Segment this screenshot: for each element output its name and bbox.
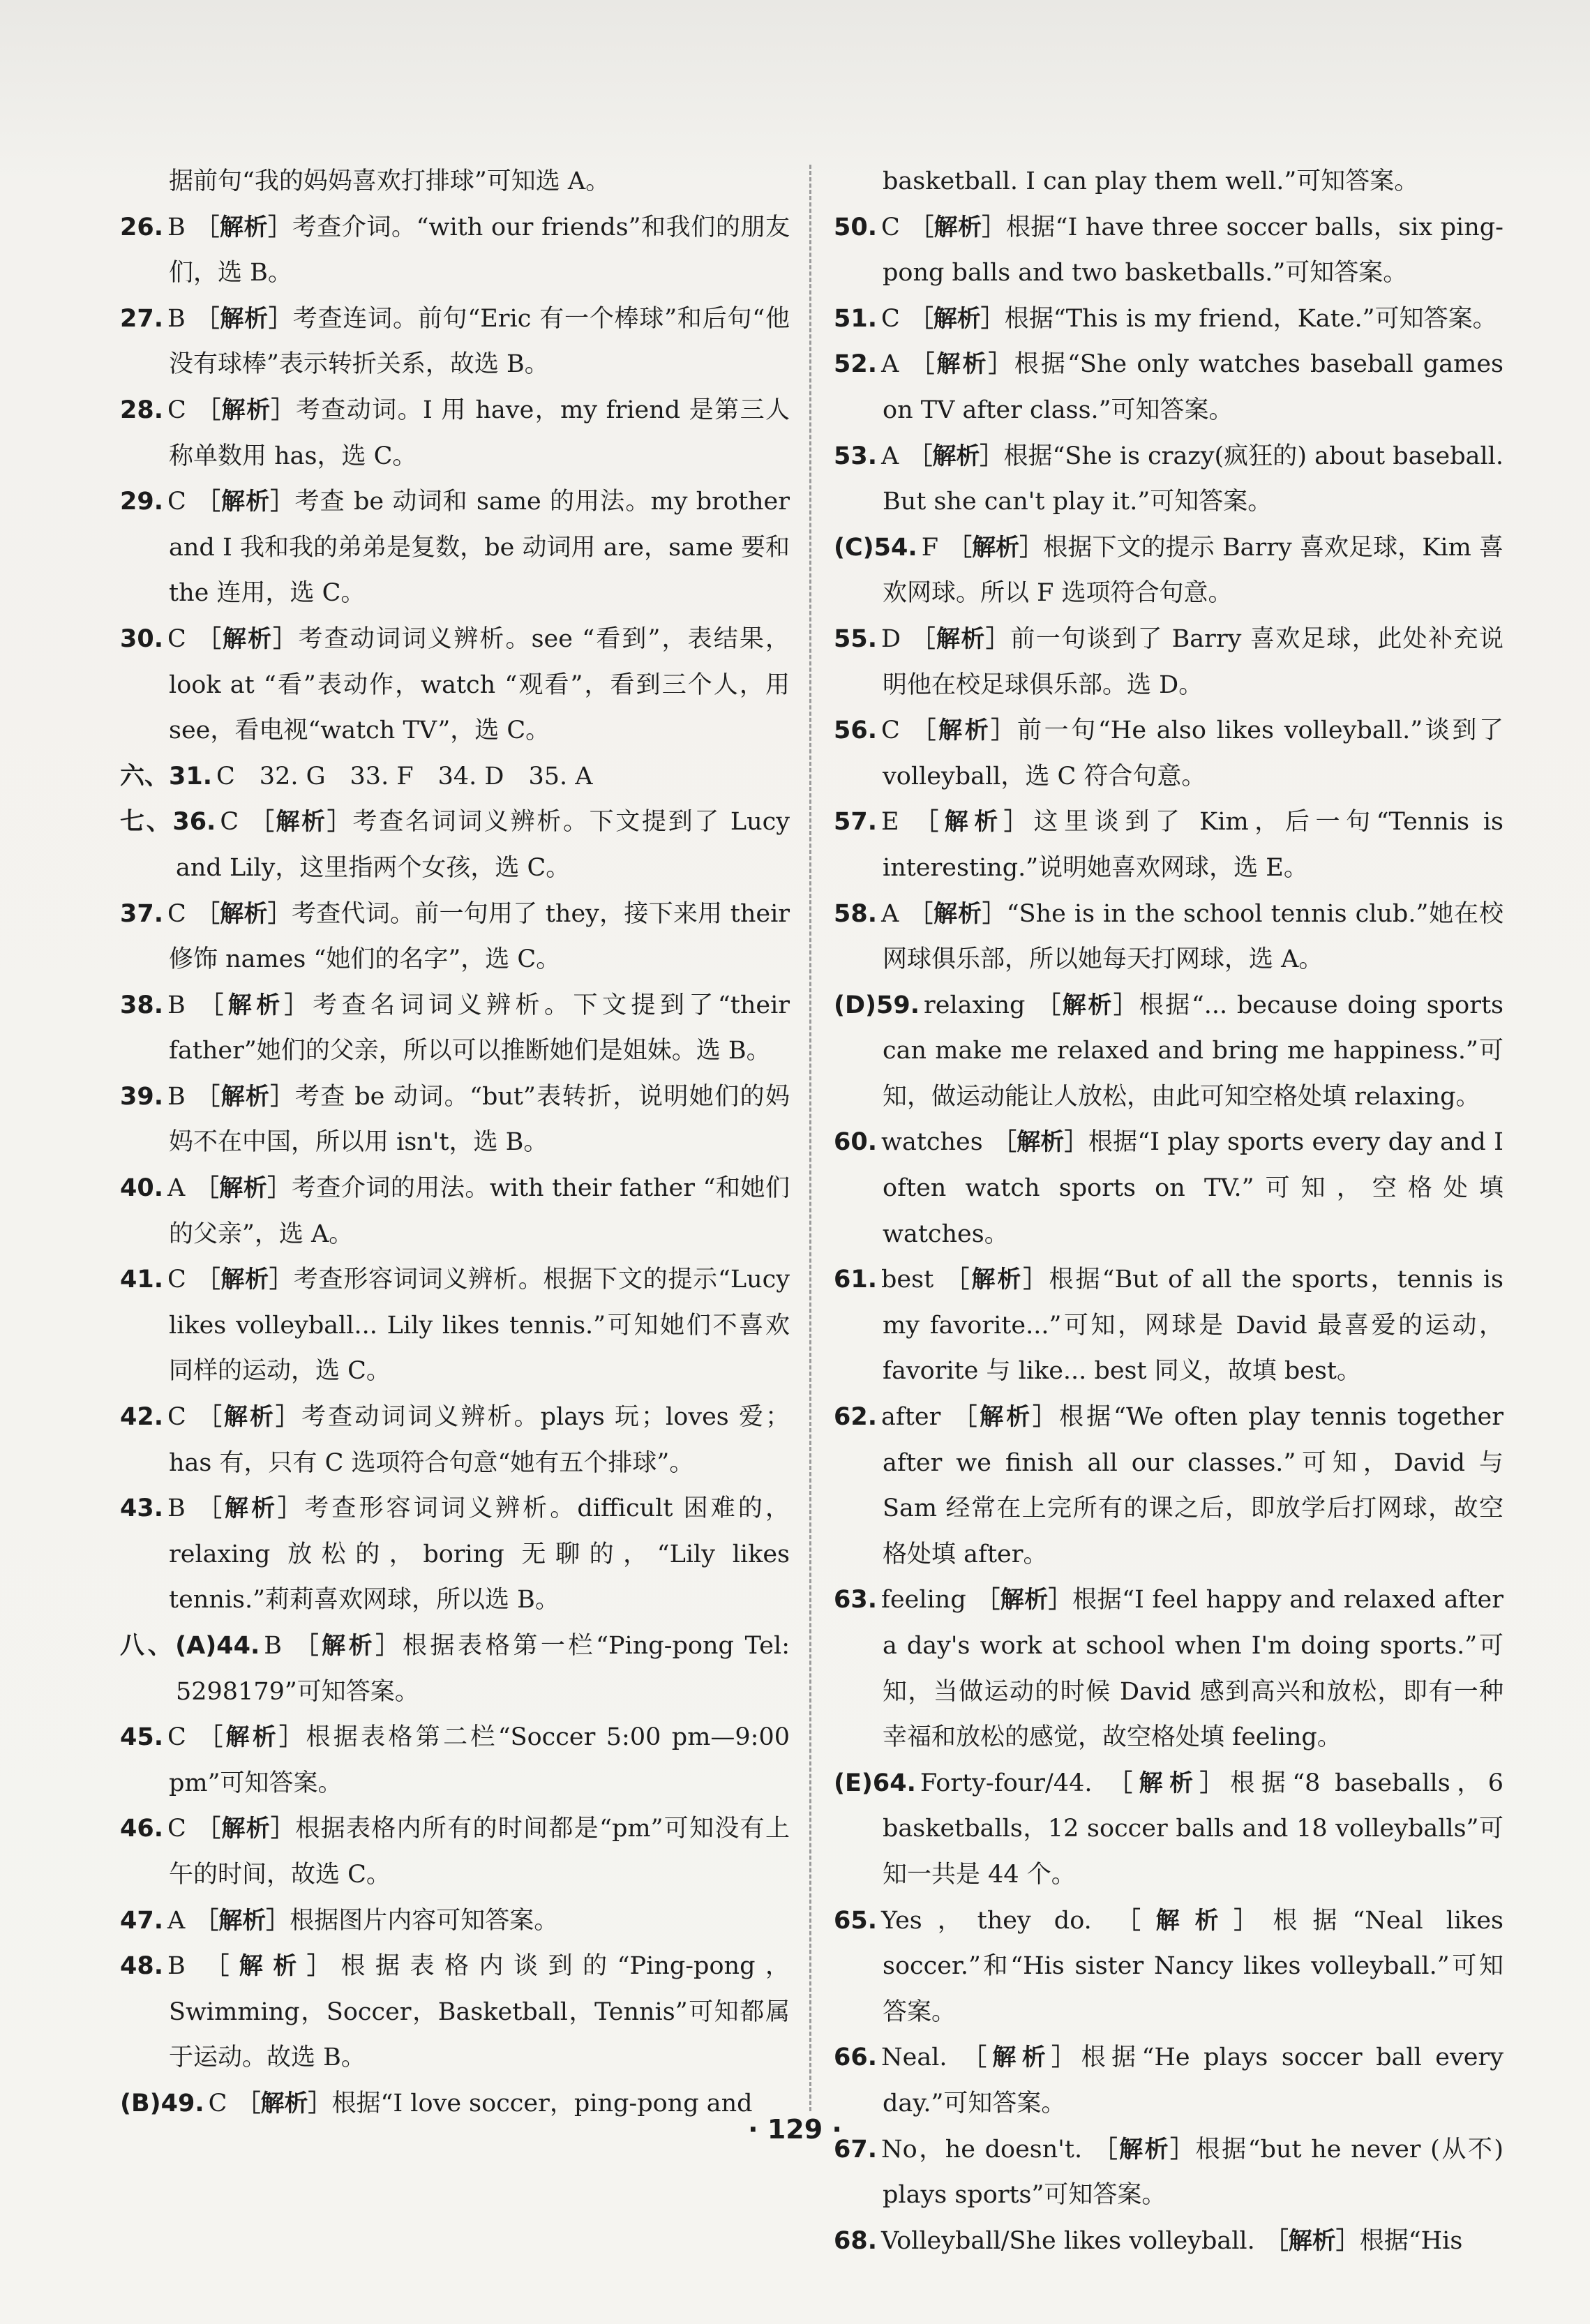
answer-value: C (167, 1723, 186, 1752)
explanation-text: basketball. I can play them well.”可知答案。 (883, 167, 1419, 195)
question-number: 46. (120, 1815, 164, 1843)
analysis-tag: ［解析］ (908, 899, 1007, 928)
page-number: · 129 · (748, 2114, 842, 2145)
answer-item (834, 1395, 1503, 1577)
answer-item (120, 754, 790, 800)
answer-value: E (881, 808, 899, 837)
analysis-tag: ［解析］ (195, 991, 313, 1019)
explanation-text: 据前句“我的妈妈喜欢打排球”可知选 A。 (169, 167, 610, 195)
analysis-tag: ［解析］ (195, 1494, 305, 1523)
explanation-text: 根据表格第二栏“Soccer 5:00 pm—9:00 pm”可知答案。 (169, 1723, 790, 1797)
analysis-tag: ［解析］ (1102, 1769, 1231, 1797)
explanation-text: 前一句谈到了 Barry 喜欢足球，此处补充说明他在校足球俱乐部。选 D。 (883, 624, 1504, 699)
question-number: 七、36. (120, 808, 216, 837)
explanation-text: 根据表格内谈到的“Ping-pong，Swimming，Soccer，Basketball，Tennis”可知都属于运动。故选 B。 (169, 1952, 790, 2072)
explanation-text: 根据“I play sports every day and I often watch sports on TV.”可知，空格处填 watches。 (883, 1128, 1504, 1248)
answer-item (120, 1486, 790, 1624)
answer-item (834, 205, 1503, 297)
answer-item (834, 1120, 1503, 1257)
answer-item (834, 800, 1503, 891)
answer-value: feeling (881, 1586, 966, 1614)
answer-item (120, 983, 790, 1074)
analysis-tag: ［解析］ (1101, 1906, 1273, 1935)
answer-value: B (167, 304, 186, 333)
answer-value: C (167, 1815, 186, 1843)
question-number: 65. (834, 1906, 878, 1935)
answer-item (834, 297, 1503, 343)
analysis-tag: ［解析］ (195, 1174, 292, 1203)
question-number: 45. (120, 1723, 164, 1752)
explanation-text: 根据下文的提示 Barry 喜欢足球，Kim 喜欢网球。所以 F 选项符合句意。 (883, 533, 1504, 608)
answer-item (120, 297, 790, 388)
analysis-tag: ［解析］ (195, 304, 293, 333)
answer-value: B (264, 1632, 282, 1660)
question-number: 37. (120, 899, 164, 928)
explanation-text: 根据“We often play tennis together after we finish all our classes.”可知，David 与 Sam 经常在上完所有的课之后，即放学后打网球，故空格处填 after。 (883, 1403, 1504, 1568)
question-number: 27. (120, 304, 164, 333)
explanation-text: 根据“But of all the sports，tennis is my favorite...”可知，网球是 David 最喜爱的运动，favorite 与 like... best 同义，故填 best。 (883, 1266, 1503, 1386)
explanation-text: 根据表格第一栏“Ping-pong Tel: 5298179”可知答案。 (176, 1632, 790, 1706)
answer-item (120, 1624, 790, 1715)
question-number: 六、31. (120, 762, 213, 790)
answer-item (120, 1715, 790, 1806)
question-number: 26. (120, 213, 164, 241)
answer-value: B (167, 1082, 186, 1111)
analysis-tag: ［解析］ (957, 2044, 1081, 2072)
explanation-text: 考查形容词词义辨析。difficult 困难的，relaxing 放松的，boring 无聊的，“Lily likes tennis.”莉莉喜欢网球，所以选 B。 (169, 1494, 790, 1614)
question-number: (B)49. (120, 2089, 204, 2117)
answer-item (120, 617, 790, 754)
answer-item (834, 525, 1503, 617)
answer-value: best (881, 1266, 934, 1294)
analysis-tag: ［解析］ (909, 213, 1006, 241)
answer-item (120, 159, 790, 205)
answer-item (120, 1898, 790, 1944)
explanation-text: 考查名词词义辨析。下文提到了“their father”她们的父亲，所以可以推断她们是姐妹。选 B。 (169, 991, 790, 1065)
analysis-tag: ［解析］ (195, 396, 296, 424)
analysis-tag: ［解析］ (910, 624, 1011, 653)
explanation-text: 考查名词词义辨析。下文提到了 Lucy and Lily，这里指两个女孩，选 C。 (176, 808, 790, 882)
analysis-tag: ［解析］ (909, 717, 1017, 745)
explanation-text: 根据“I feel happy and relaxed after a day's work at school when I'm doing sports.”可知，当做运动的时候 David 感到高兴和放松，即有一种幸福和放松的感觉，故空格处填 feeling。 (883, 1586, 1503, 1752)
question-number: 66. (834, 2044, 878, 2072)
explanation-text: 根据“He plays soccer ball every day.”可知答案。 (883, 2044, 1504, 2117)
answer-item (834, 159, 1503, 205)
explanation-text: 考查代词。前一句用了 they，接下来用 their 修饰 names “她们的名字”，选 C。 (169, 899, 790, 974)
answer-value: C (881, 717, 900, 745)
analysis-tag: ［解析］ (195, 899, 292, 928)
analysis-tag: ［解析］ (947, 533, 1044, 562)
question-number: 42. (120, 1403, 164, 1432)
analysis-tag: ［解析］ (195, 1723, 306, 1752)
answer-item (834, 434, 1503, 525)
question-number: 68. (834, 2226, 878, 2255)
analysis-tag: ［解析］ (195, 488, 295, 516)
question-number: (E)64. (834, 1769, 916, 1797)
answer-item (120, 479, 790, 617)
answer-value: C (167, 396, 186, 424)
answer-value: C (881, 304, 900, 333)
explanation-text: 根据“8 baseballs，6 basketballs，12 soccer balls and 18 volleyballs”可知一共是 44 个。 (883, 1769, 1503, 1889)
explanation-text: 根据表格内所有的时间都是“pm”可知没有上午的时间，故选 C。 (169, 1815, 790, 1889)
answer-item (834, 983, 1503, 1120)
left-column (120, 159, 790, 2127)
question-number: 43. (120, 1494, 164, 1523)
answer-value: F (921, 533, 938, 562)
analysis-tag: ［解析］ (195, 624, 299, 653)
question-number: 62. (834, 1403, 878, 1432)
explanation-text: 考查 be 动词。“but”表转折，说明她们的妈妈不在中国，所以用 isn't，选 B。 (169, 1082, 790, 1157)
analysis-tag: ［解析］ (195, 1906, 290, 1935)
answer-value: Neal. (881, 2044, 947, 2072)
answer-item (834, 617, 1503, 708)
question-number: 61. (834, 1266, 878, 1294)
question-number: 41. (120, 1266, 164, 1294)
answer-value: C (167, 1266, 186, 1294)
question-number: 47. (120, 1906, 164, 1935)
answer-item (120, 1257, 790, 1395)
question-number: (D)59. (834, 991, 920, 1019)
analysis-tag: ［解析］ (248, 808, 353, 837)
answer-item (834, 1898, 1503, 2036)
answer-value: A (881, 899, 899, 928)
analysis-tag: ［解析］ (195, 1815, 296, 1843)
answer-value: A (167, 1906, 186, 1935)
answer-value: Forty-four/44. (920, 1769, 1093, 1797)
question-number: 48. (120, 1952, 164, 1981)
explanation-text: 考查形容词词义辨析。根据下文的提示“Lucy likes volleyball... Lily likes tennis.”可知她们不喜欢同样的运动，选 C。 (169, 1266, 790, 1386)
answer-value: A (167, 1174, 186, 1203)
question-number: 52. (834, 350, 878, 379)
analysis-tag: ［解析］ (943, 1266, 1049, 1294)
explanation-text: 考查动词词义辨析。plays 玩；loves 爱；has 有，只有 C 选项符合句意“她有五个排球”。 (169, 1403, 790, 1477)
explanation-text: 根据“Neal likes soccer.”和“His sister Nancy likes volleyball.”可知答案。 (883, 1906, 1503, 2026)
answer-value: watches (881, 1128, 983, 1157)
answer-value: after (881, 1403, 941, 1432)
answer-item (834, 1257, 1503, 1395)
question-number: 40. (120, 1174, 164, 1203)
answer-item (834, 342, 1503, 433)
question-number: 30. (120, 624, 164, 653)
question-number: 53. (834, 442, 878, 470)
answer-item (120, 1395, 790, 1486)
answer-value: relaxing (924, 991, 1026, 1019)
analysis-tag: ［解析］ (292, 1632, 403, 1660)
answer-value: A (881, 442, 899, 470)
analysis-tag: ［解析］ (1035, 991, 1139, 1019)
explanation-text: 前一句“He also likes volleyball.”谈到了 volleyball，选 C 符合句意。 (883, 717, 1504, 790)
question-number: 八、(A)44. (120, 1632, 260, 1660)
analysis-tag: ［解析］ (195, 1266, 294, 1294)
answer-item (834, 892, 1503, 983)
explanation-text: “She is in the school tennis club.”她在校网球俱乐部，所以她每天打网球，选 A。 (883, 899, 1504, 974)
explanation-text: 根据图片内容可知答案。 (290, 1906, 559, 1935)
answer-value: C (167, 899, 186, 928)
answer-value: C (220, 808, 239, 837)
explanation-text: 根据“She only watches baseball games on TV after class.”可知答案。 (883, 350, 1504, 424)
answer-value: C (208, 2089, 227, 2117)
answer-item (120, 892, 790, 983)
answer-item (834, 2219, 1503, 2265)
answer-value: D (881, 624, 901, 653)
answer-value: B (167, 1494, 186, 1523)
question-number: 55. (834, 624, 878, 653)
explanation-text: 根据“She is crazy(疯狂的) about baseball. But she can't play it.”可知答案。 (883, 442, 1503, 516)
answer-item (120, 1806, 790, 1898)
analysis-tag: ［解析］ (950, 1403, 1060, 1432)
analysis-tag: ［解析］ (195, 213, 292, 241)
analysis-tag: ［解析］ (237, 2089, 332, 2117)
answer-value: C (167, 488, 186, 516)
answer-value: A (881, 350, 899, 379)
analysis-tag: ［解析］ (908, 350, 1014, 379)
question-number: 58. (834, 899, 878, 928)
explanation-text: 根据“His (1359, 2226, 1463, 2255)
answer-item (834, 1761, 1503, 1898)
answer-item (120, 205, 790, 297)
explanation-text: 考查动词词义辨析。see “看到”，表结果，look at “看”表动作，watch “观看”，看到三个人，用 see，看电视“watch TV”，选 C。 (169, 624, 790, 745)
answer-value: C (167, 624, 186, 653)
answer-item (120, 1074, 790, 1166)
explanation-text: 这里谈到了 Kim，后一句“Tennis is interesting.”说明她喜欢网球，选 E。 (883, 808, 1503, 882)
answer-value: Volleyball/She likes volleyball. (881, 2226, 1255, 2255)
analysis-tag: ［解析］ (909, 304, 1005, 333)
question-number: 38. (120, 991, 164, 1019)
analysis-tag: ［解析］ (195, 1952, 341, 1981)
analysis-tag: ［解析］ (1092, 2135, 1196, 2164)
right-column (834, 159, 1503, 2264)
answer-item (120, 1166, 790, 1257)
explanation-text: 根据“I have three soccer balls，six ping-pong balls and two basketballs.”可知答案。 (883, 213, 1503, 287)
analysis-tag: ［解析］ (908, 442, 1004, 470)
explanation-text: 根据“I love soccer，ping-pong and (331, 2089, 753, 2117)
explanation-text: 考查介词的用法。with their father “和她们的父亲”，选 A。 (169, 1174, 790, 1248)
question-number: 51. (834, 304, 878, 333)
analysis-tag: ［解析］ (195, 1082, 295, 1111)
answer-item (120, 388, 790, 479)
question-number: 50. (834, 213, 878, 241)
answer-item (834, 2035, 1503, 2127)
question-number: 28. (120, 396, 164, 424)
explanation-text: 考查动词。I 用 have，my friend 是第三人称单数用 has，选 C。 (169, 396, 790, 470)
answer-value: B (167, 991, 186, 1019)
explanation-text: 根据“This is my friend，Kate.”可知答案。 (1004, 304, 1497, 333)
answer-value: B (167, 213, 186, 241)
explanation-text: 根据“but he never (从不) plays sports”可知答案。 (883, 2135, 1503, 2210)
explanation-text: 根据“... because doing sports can make me relaxed and bring me happiness.”可知，做运动能让人放松，由此可知空格处填 relaxing。 (883, 991, 1504, 1111)
question-number: 63. (834, 1586, 878, 1614)
analysis-tag: ［解析］ (992, 1128, 1088, 1157)
question-number: (C)54. (834, 533, 917, 562)
analysis-tag: ［解析］ (975, 1586, 1073, 1614)
answer-item (120, 800, 790, 891)
question-number: 57. (834, 808, 878, 837)
explanation-text: 考查介词。“with our friends”和我们的朋友们，选 B。 (169, 213, 790, 287)
answer-value: B (167, 1952, 186, 1981)
question-number: 29. (120, 488, 164, 516)
column-divider (809, 165, 811, 2111)
analysis-tag: ［解析］ (195, 1403, 302, 1432)
answer-value: C 32. G 33. F 34. D 35. A (216, 762, 593, 790)
answer-value: No，he doesn't. (881, 2135, 1083, 2164)
analysis-tag: ［解析］ (908, 808, 1034, 837)
explanation-text: 考查 be 动词和 same 的用法。my brother and I 我和我的弟弟是复数，be 动词用 are，same 要和 the 连用，选 C。 (169, 488, 790, 608)
question-number: 56. (834, 717, 878, 745)
answer-value: C (167, 1403, 186, 1432)
answer-value: C (881, 213, 900, 241)
question-number: 39. (120, 1082, 164, 1111)
analysis-tag: ［解析］ (1264, 2226, 1360, 2255)
answer-item (120, 1944, 790, 2081)
explanation-text: 考查连词。前句“Eric 有一个棒球”和后句“他没有球棒”表示转折关系，故选 B。 (169, 304, 790, 379)
question-number: 60. (834, 1128, 878, 1157)
answer-item (834, 1577, 1503, 1760)
question-number: 67. (834, 2135, 878, 2164)
answer-item (834, 708, 1503, 800)
answer-value: Yes，they do. (881, 1906, 1092, 1935)
